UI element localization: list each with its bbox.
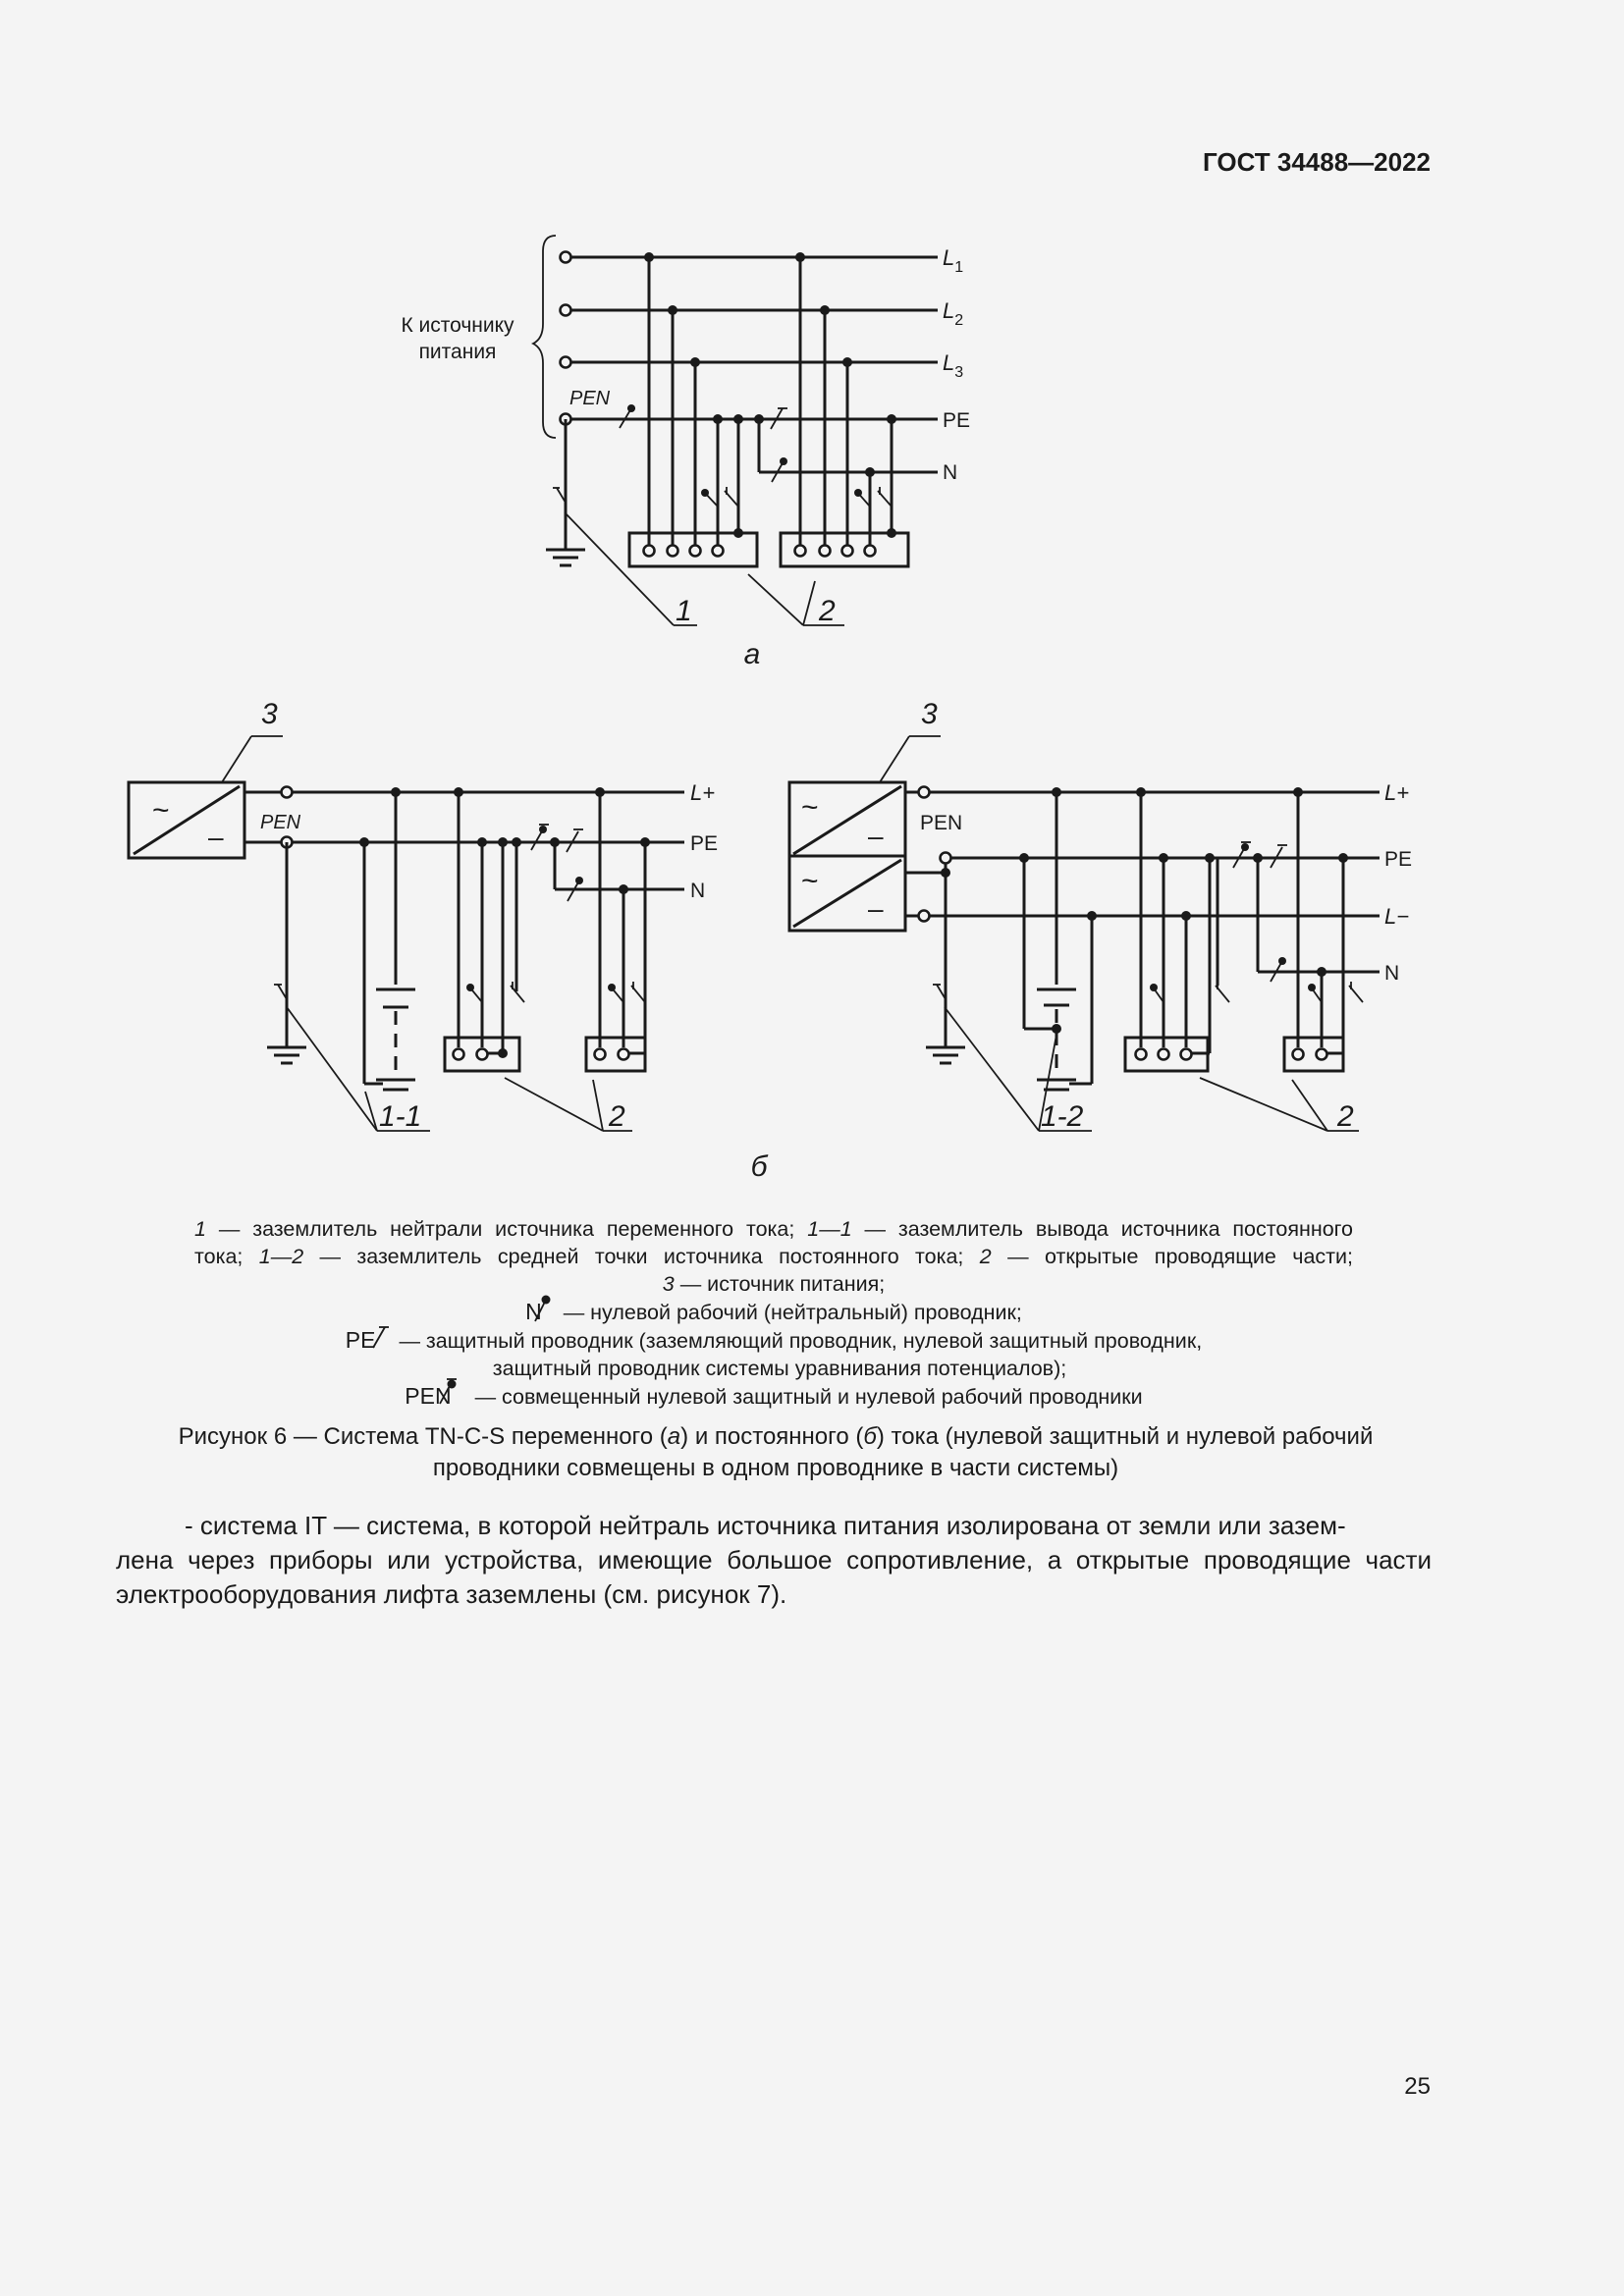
legend-line-1: 1 — заземлитель нейтрали источника переменного тока; 1—1 — заземлитель вывода источника постоянного bbox=[194, 1217, 1353, 1241]
label-n: N bbox=[943, 461, 958, 484]
figure-a-sublabel: а bbox=[743, 638, 761, 670]
legend-pe: PE — защитный проводник (заземляющий проводник, нулевой защитный проводник, bbox=[345, 1327, 1203, 1353]
figure-b-right bbox=[789, 698, 1412, 1133]
callout-2-left: 2 bbox=[609, 1100, 625, 1133]
figure-b-sublabel: б bbox=[750, 1150, 768, 1183]
label-l1: $L_1$ bbox=[943, 245, 964, 276]
label-pen: PEN bbox=[569, 388, 611, 409]
callout-1-2: 1-2 bbox=[1041, 1100, 1084, 1133]
label-lplus-left: L+ bbox=[690, 780, 716, 805]
body-paragraph bbox=[116, 1509, 1432, 1612]
tilde-symbol: ~ bbox=[152, 794, 170, 827]
label-lminus-right: L− bbox=[1384, 904, 1410, 929]
figure-caption: Рисунок 6 — Система TN-C-S переменного (а) и постоянного (б) тока (нулевой защитный и нулевой рабочий проводники совмещены в одном проводнике в части системы) bbox=[178, 1423, 1374, 1481]
source-brace bbox=[533, 236, 556, 438]
callout-2-right: 2 bbox=[1337, 1100, 1354, 1133]
minus-symbol-1: – bbox=[868, 821, 884, 851]
label-n-right: N bbox=[1384, 962, 1400, 985]
callout-3-left: 3 bbox=[261, 698, 278, 730]
label-l3: $L_3$ bbox=[943, 350, 964, 381]
label-pen-right: PEN bbox=[920, 812, 963, 834]
label-pe-right: PE bbox=[1384, 848, 1413, 871]
document-header: ГОСТ 34488—2022 bbox=[1203, 147, 1431, 177]
minus-symbol-2: – bbox=[868, 893, 884, 924]
source-label-2: питания bbox=[418, 341, 497, 363]
label-n-left: N bbox=[690, 880, 706, 902]
label-pe-left: PE bbox=[690, 832, 719, 855]
label-pen-left: PEN bbox=[260, 812, 301, 833]
label-l2: $L_2$ bbox=[943, 298, 964, 329]
label-lplus-right: L+ bbox=[1384, 780, 1410, 805]
callout-3-right: 3 bbox=[921, 698, 938, 730]
legend-line-3: 3 — источник питания; bbox=[662, 1272, 886, 1296]
paragraph-line-1: - система IT — система, в которой нейтраль источника питания изолирована от земли или зазем- bbox=[185, 1511, 1346, 1540]
callout-1-1: 1-1 bbox=[379, 1100, 422, 1133]
legend-pe-cont: защитный проводник системы уравнивания потенциалов); bbox=[492, 1357, 1067, 1380]
callout-2: 2 bbox=[819, 595, 836, 627]
tilde-symbol-1: ~ bbox=[801, 791, 819, 824]
page-number: 25 bbox=[1404, 2073, 1431, 2100]
legend-pen: PEN — совмещенный нулевой защитный и нулевой рабочий проводники bbox=[405, 1383, 1143, 1409]
label-pe: PE bbox=[943, 409, 971, 432]
legend-line-2: тока; 1—2 — заземлитель средней точки источника постоянного тока; 2 — открытые проводящие части; bbox=[194, 1245, 1353, 1268]
figure-b-left bbox=[129, 698, 718, 1133]
paragraph-rest: лена через приборы или устройства, имеющие большое сопротивление, а открытые проводящие части электрооборудования лифта заземлены (см. рисунок 7). bbox=[116, 1545, 1432, 1609]
callout-1: 1 bbox=[676, 595, 692, 627]
legend-n: N — нулевой рабочий (нейтральный) проводник; bbox=[525, 1299, 1022, 1324]
tilde-symbol-2: ~ bbox=[801, 865, 819, 897]
figure-a bbox=[401, 236, 970, 670]
figure-legend bbox=[194, 1215, 1353, 1411]
minus-symbol: – bbox=[208, 822, 224, 852]
source-label-1: К источнику bbox=[401, 314, 514, 337]
